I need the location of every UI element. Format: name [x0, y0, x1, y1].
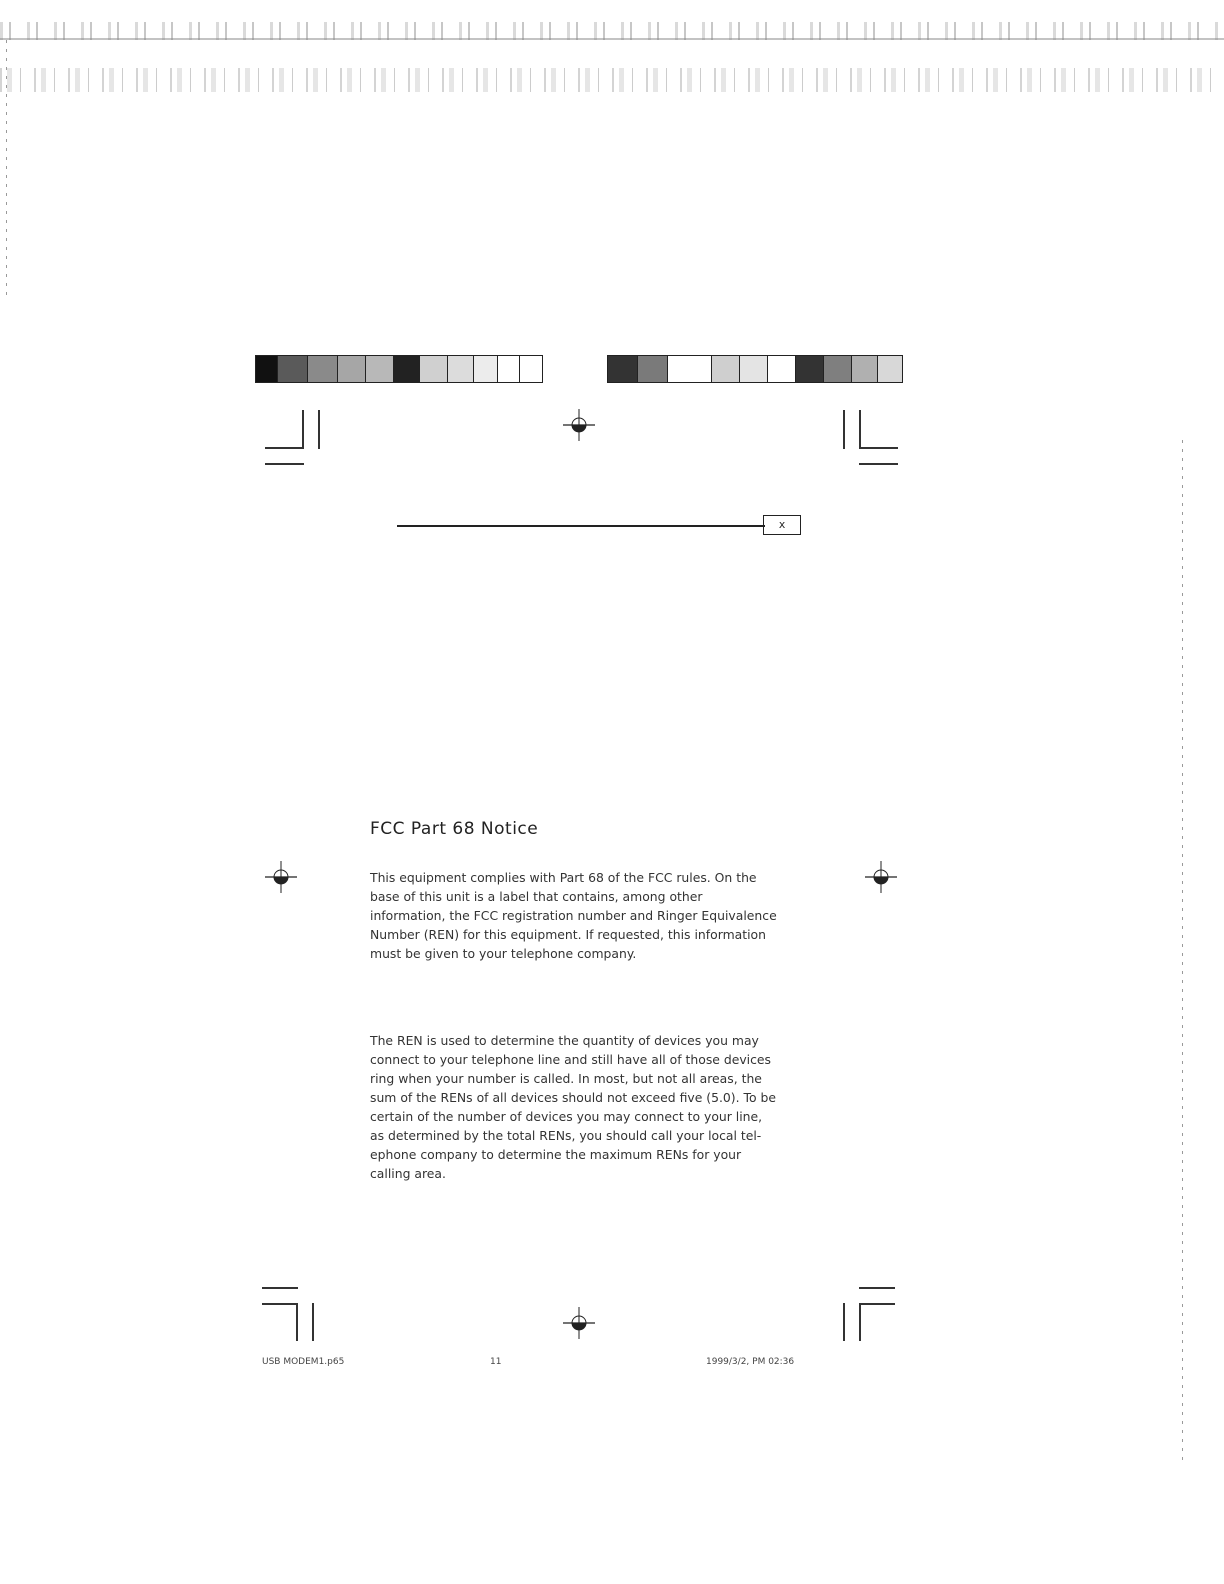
notice-paragraph-2: The REN is used to determine the quantity of devices you may connect to your telephone line and still have all of those devices ring when your number is called. In most, but not all areas, the sum of the RENs of all devices should not exceed five (5.0). To be certain of the number of devices you may connect to your line, as determined by the total RENs, you should call your local tel-ephone company to determine the maximum RENs for your calling area. [370, 1033, 776, 1181]
footer-timestamp: 1999/3/2, PM 02:36 [706, 1357, 795, 1367]
footer-page-number: 11 [490, 1357, 502, 1367]
crop-mark-top-left-h2 [265, 463, 304, 465]
crop-mark-bottom-left-h [262, 1287, 298, 1289]
scan-noise-band [0, 68, 1224, 92]
crop-mark-bottom-left-h2 [262, 1303, 298, 1305]
crop-mark-top-left-h [265, 447, 304, 449]
crop-mark-bottom-right-v [859, 1303, 861, 1341]
registration-mark-icon [562, 408, 596, 442]
crop-mark-bottom-right-h2 [859, 1303, 895, 1305]
crop-mark-bottom-left-v [296, 1303, 298, 1341]
crop-mark-bottom-right-v2 [843, 1303, 845, 1341]
crop-mark-top-right-v2 [843, 410, 845, 449]
notice-title: FCC Part 68 Notice [370, 819, 539, 839]
scan-noise-rule [0, 38, 1224, 40]
crop-mark-top-left-v [302, 410, 304, 449]
registration-mark-icon [864, 860, 898, 894]
crop-mark-top-right-v [859, 410, 861, 449]
footer-filename: USB MODEM1.p65 [262, 1357, 345, 1367]
crop-mark-bottom-right-h [859, 1287, 895, 1289]
x-box: x [763, 515, 801, 535]
notice-paragraph-1: This equipment complies with Part 68 of the FCC rules. On the base of this unit is a label that contains, among other information, the FCC registration number and Ringer Equivalence Number (REN) for this equipment. If requested, this information must be given to your telephone company. [370, 870, 777, 961]
color-calibration-bar-right [607, 355, 903, 383]
color-calibration-bar-left [255, 355, 543, 383]
crop-mark-top-left-v2 [318, 410, 320, 449]
horizontal-rule [397, 525, 765, 527]
registration-mark-icon [562, 1306, 596, 1340]
crop-mark-bottom-left-v2 [312, 1303, 314, 1341]
crop-mark-top-right-h [859, 447, 898, 449]
crop-mark-top-right-h2 [859, 463, 898, 465]
scan-edge-left [6, 40, 7, 300]
rule-with-box [397, 513, 805, 537]
scan-edge-right [1182, 440, 1183, 1460]
registration-mark-icon [264, 860, 298, 894]
